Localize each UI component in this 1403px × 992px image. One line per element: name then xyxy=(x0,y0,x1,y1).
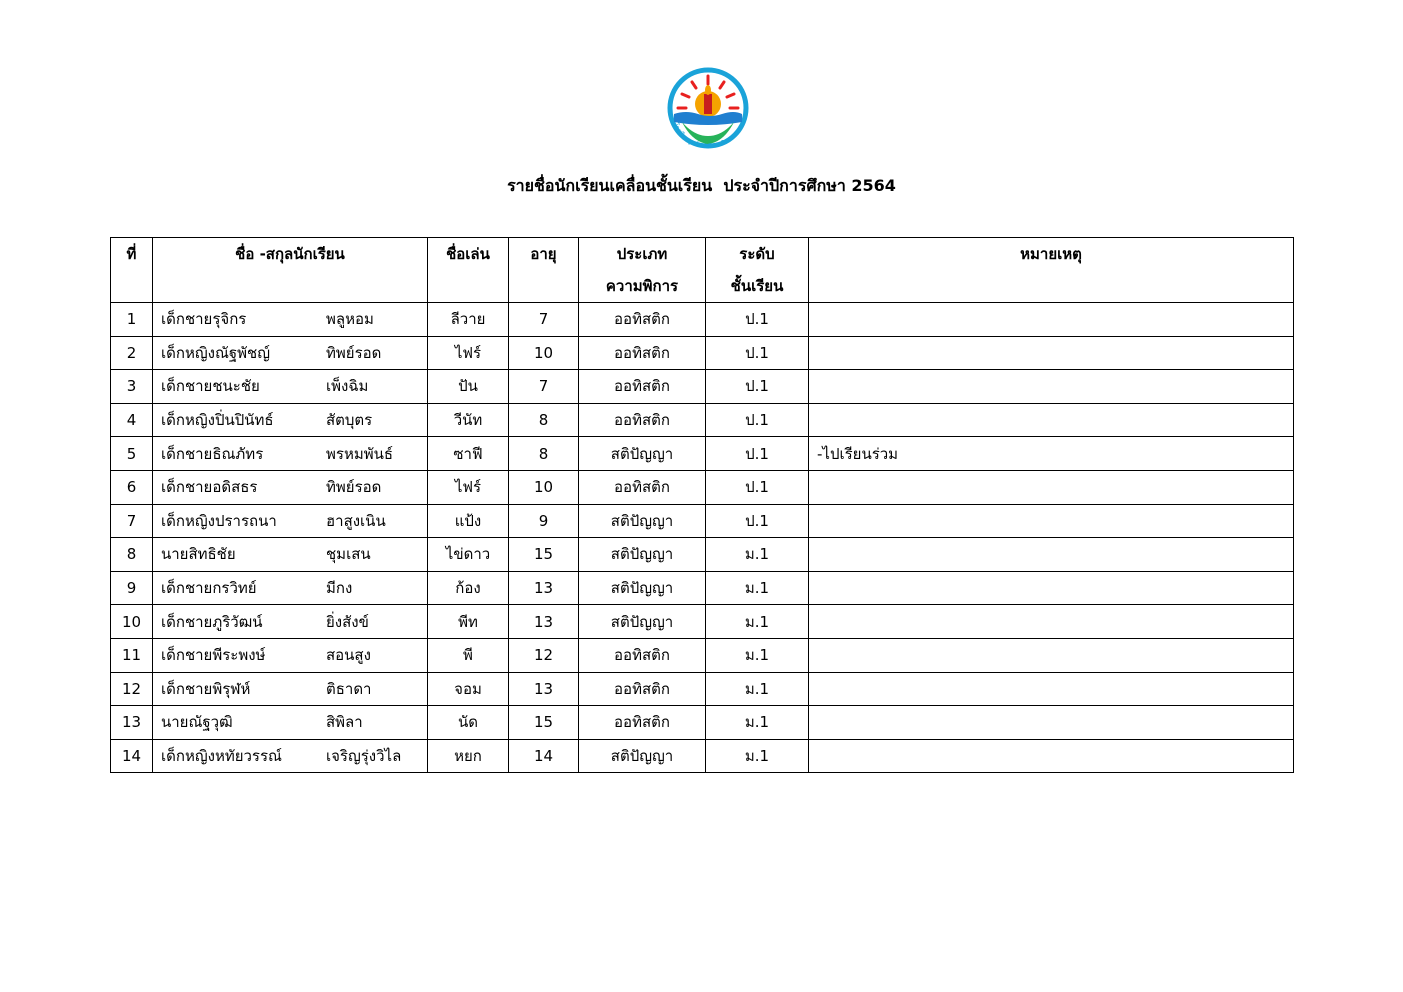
cell-first-name: เด็กชายภูริวัฒน์ xyxy=(161,612,263,631)
cell-level: ม.1 xyxy=(706,739,809,773)
header-disability xyxy=(579,238,706,303)
cell-last-name: พรหมพันธ์ xyxy=(326,444,394,463)
header-level-line2: ชั้นเรียน xyxy=(730,277,784,295)
cell-level: ป.1 xyxy=(706,303,809,337)
cell-nickname: แป้ง xyxy=(428,504,509,538)
cell-nickname: ปัน xyxy=(428,370,509,404)
table-row xyxy=(111,470,1294,504)
cell-first-name: เด็กหญิงปิ่นปินัทธ์ xyxy=(161,411,274,430)
logo-arc-text: โรงเรียนศูนย์การศึกษาพิเศษ xyxy=(672,122,735,151)
cell-disability: ออทิสติก xyxy=(579,403,706,437)
cell-disability: สติปัญญา xyxy=(579,437,706,471)
cell-name xyxy=(153,403,428,437)
cell-level: ป.1 xyxy=(706,403,809,437)
cell-nickname: ก้อง xyxy=(428,571,509,605)
cell-first-name: เด็กหญิงปรารถนา xyxy=(161,511,277,530)
cell-last-name: พลูหอม xyxy=(326,310,374,329)
cell-note xyxy=(809,638,1294,672)
header-disability-line1: ประเภท xyxy=(616,245,668,263)
cell-age: 15 xyxy=(509,538,579,572)
cell-first-name: นายสิทธิชัย xyxy=(161,545,236,564)
cell-no: 7 xyxy=(111,504,153,538)
cell-note xyxy=(809,336,1294,370)
table-row xyxy=(111,638,1294,672)
cell-note xyxy=(809,303,1294,337)
cell-age: 8 xyxy=(509,403,579,437)
cell-level: ป.1 xyxy=(706,470,809,504)
cell-age: 13 xyxy=(509,605,579,639)
cell-note xyxy=(809,538,1294,572)
cell-level: ม.1 xyxy=(706,638,809,672)
cell-name xyxy=(153,303,428,337)
cell-age: 8 xyxy=(509,437,579,471)
cell-disability: สติปัญญา xyxy=(579,605,706,639)
cell-name xyxy=(153,571,428,605)
cell-nickname: ลีวาย xyxy=(428,303,509,337)
cell-disability: สติปัญญา xyxy=(579,571,706,605)
cell-last-name: สิพิลา xyxy=(326,713,363,732)
cell-first-name: เด็กชายพีระพงษ์ xyxy=(161,646,266,665)
cell-level: ม.1 xyxy=(706,571,809,605)
cell-name xyxy=(153,638,428,672)
cell-nickname: ไฟร์ xyxy=(428,470,509,504)
cell-nickname: ไข่ดาว xyxy=(428,538,509,572)
cell-disability: สติปัญญา xyxy=(579,504,706,538)
cell-name xyxy=(153,437,428,471)
cell-last-name: ยิ่งสังข์ xyxy=(326,612,369,631)
cell-last-name: ชุมเสน xyxy=(326,545,371,564)
cell-age: 14 xyxy=(509,739,579,773)
cell-nickname: พีท xyxy=(428,605,509,639)
cell-first-name: เด็กชายชนะชัย xyxy=(161,377,260,396)
cell-note xyxy=(809,672,1294,706)
cell-name xyxy=(153,672,428,706)
cell-level: ป.1 xyxy=(706,437,809,471)
cell-level: ป.1 xyxy=(706,370,809,404)
cell-level: ม.1 xyxy=(706,605,809,639)
cell-no: 12 xyxy=(111,672,153,706)
cell-last-name: เจริญรุ่งวิไล xyxy=(326,747,402,766)
cell-level: ป.1 xyxy=(706,504,809,538)
cell-no: 13 xyxy=(111,706,153,740)
cell-age: 15 xyxy=(509,706,579,740)
cell-no: 4 xyxy=(111,403,153,437)
header-nickname: ชื่อเล่น xyxy=(428,238,509,303)
student-roster-table xyxy=(110,237,1294,773)
cell-last-name: ทิพย์รอด xyxy=(326,343,382,362)
cell-nickname: หยก xyxy=(428,739,509,773)
cell-age: 10 xyxy=(509,470,579,504)
cell-first-name: เด็กชายธิณภัทร xyxy=(161,444,264,463)
cell-nickname: วีนัท xyxy=(428,403,509,437)
cell-last-name: สอนสูง xyxy=(326,646,371,665)
cell-name xyxy=(153,470,428,504)
cell-last-name: มีกง xyxy=(326,579,353,598)
cell-last-name: เพ็งฉิม xyxy=(326,377,369,396)
cell-name xyxy=(153,504,428,538)
cell-no: 2 xyxy=(111,336,153,370)
cell-note xyxy=(809,403,1294,437)
cell-note xyxy=(809,739,1294,773)
cell-nickname: นัด xyxy=(428,706,509,740)
header-disability-line2: ความพิการ xyxy=(605,277,679,295)
cell-note xyxy=(809,706,1294,740)
cell-level: ม.1 xyxy=(706,538,809,572)
cell-nickname: จอม xyxy=(428,672,509,706)
cell-no: 1 xyxy=(111,303,153,337)
cell-age: 10 xyxy=(509,336,579,370)
cell-name xyxy=(153,605,428,639)
table-row xyxy=(111,538,1294,572)
cell-note xyxy=(809,605,1294,639)
cell-first-name: เด็กหญิงณัฐพัชญ์ xyxy=(161,343,270,362)
cell-age: 12 xyxy=(509,638,579,672)
cell-level: ม.1 xyxy=(706,672,809,706)
school-logo-icon xyxy=(664,66,752,156)
cell-no: 9 xyxy=(111,571,153,605)
cell-no: 6 xyxy=(111,470,153,504)
table-row xyxy=(111,370,1294,404)
cell-no: 10 xyxy=(111,605,153,639)
cell-last-name: สัตบุตร xyxy=(326,411,373,430)
cell-age: 7 xyxy=(509,370,579,404)
cell-no: 8 xyxy=(111,538,153,572)
cell-disability: ออทิสติก xyxy=(579,370,706,404)
cell-disability: ออทิสติก xyxy=(579,470,706,504)
table-row xyxy=(111,739,1294,773)
table-row xyxy=(111,437,1294,471)
cell-disability: ออทิสติก xyxy=(579,336,706,370)
table-row xyxy=(111,303,1294,337)
cell-name xyxy=(153,706,428,740)
header-no: ที่ xyxy=(111,238,153,303)
table-row xyxy=(111,672,1294,706)
cell-disability: ออทิสติก xyxy=(579,303,706,337)
header-level xyxy=(706,238,809,303)
cell-name xyxy=(153,739,428,773)
header-level-line1: ระดับ xyxy=(739,245,775,263)
cell-no: 11 xyxy=(111,638,153,672)
cell-no: 14 xyxy=(111,739,153,773)
table-row xyxy=(111,504,1294,538)
cell-level: ม.1 xyxy=(706,706,809,740)
cell-last-name: ติธาดา xyxy=(326,679,372,698)
cell-age: 7 xyxy=(509,303,579,337)
cell-name xyxy=(153,336,428,370)
cell-first-name: เด็กชายอดิสธร xyxy=(161,478,258,497)
cell-nickname: พี xyxy=(428,638,509,672)
cell-last-name: ฮาสูงเนิน xyxy=(326,511,386,530)
cell-level: ป.1 xyxy=(706,336,809,370)
cell-no: 5 xyxy=(111,437,153,471)
cell-nickname: ซาฟี xyxy=(428,437,509,471)
cell-first-name: นายณัฐวุฒิ xyxy=(161,713,233,732)
table-row xyxy=(111,706,1294,740)
cell-disability: สติปัญญา xyxy=(579,538,706,572)
document-title: รายชื่อนักเรียนเคลื่อนชั้นเรียน ประจำปีการศึกษา 2564 xyxy=(507,176,896,195)
cell-note xyxy=(809,370,1294,404)
header-note: หมายเหตุ xyxy=(809,238,1294,303)
cell-disability: ออทิสติก xyxy=(579,638,706,672)
cell-age: 13 xyxy=(509,672,579,706)
table-row xyxy=(111,403,1294,437)
cell-first-name: เด็กหญิงหทัยวรรณ์ xyxy=(161,747,282,766)
cell-no: 3 xyxy=(111,370,153,404)
table-row xyxy=(111,336,1294,370)
cell-first-name: เด็กชายกรวิทย์ xyxy=(161,579,257,598)
cell-disability: สติปัญญา xyxy=(579,739,706,773)
cell-note xyxy=(809,571,1294,605)
cell-name xyxy=(153,538,428,572)
cell-age: 9 xyxy=(509,504,579,538)
table-row xyxy=(111,605,1294,639)
cell-name xyxy=(153,370,428,404)
cell-disability: ออทิสติก xyxy=(579,672,706,706)
cell-note: -ไปเรียนร่วม xyxy=(809,437,1294,471)
cell-note xyxy=(809,504,1294,538)
table-header-row xyxy=(111,238,1294,303)
cell-nickname: ไฟร์ xyxy=(428,336,509,370)
cell-first-name: เด็กชายรุจิกร xyxy=(161,310,247,329)
table-row xyxy=(111,571,1294,605)
cell-age: 13 xyxy=(509,571,579,605)
header-name: ชื่อ -สกุลนักเรียน xyxy=(153,238,428,303)
cell-note xyxy=(809,470,1294,504)
cell-disability: ออทิสติก xyxy=(579,706,706,740)
table-body xyxy=(111,303,1294,773)
cell-last-name: ทิพย์รอด xyxy=(326,478,382,497)
cell-first-name: เด็กชายพิรุฬห์ xyxy=(161,679,251,698)
header-age: อายุ xyxy=(509,238,579,303)
